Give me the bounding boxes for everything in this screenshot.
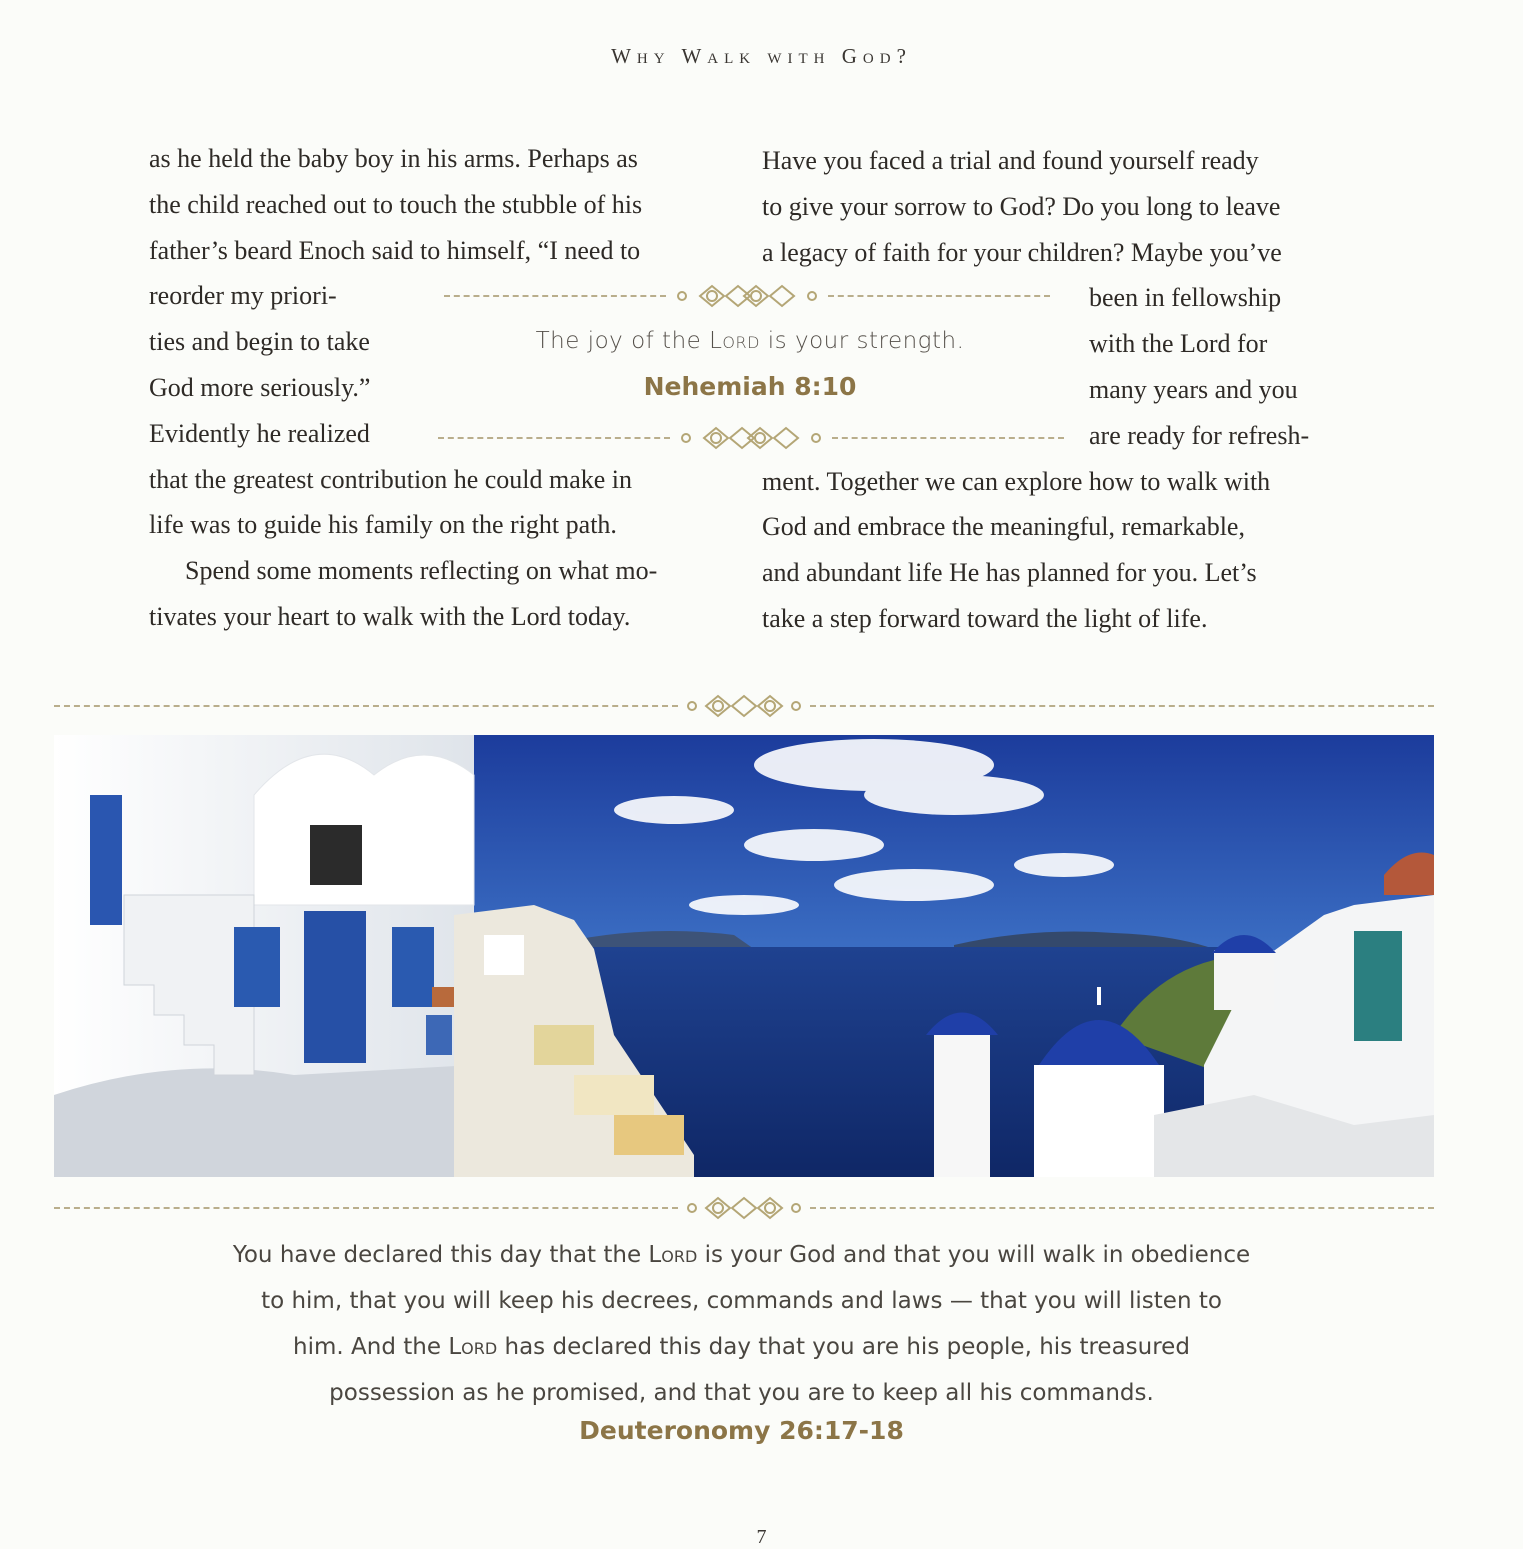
- right-line-9: God and embrace the meaningful, remarkable,: [762, 512, 1245, 542]
- verse-line-3: [150, 1324, 1333, 1370]
- verse-lord-1: Lord: [648, 1242, 698, 1268]
- left-line-7: Evidently he realized: [149, 418, 370, 448]
- left-line-3: father’s beard Enoch said to himself, “I need to: [149, 235, 641, 265]
- left-line-11: tivates your heart to walk with the Lord today.: [149, 601, 631, 631]
- verse-line-2: to him, that you will keep his decrees, commands and laws — that you will listen to: [261, 1288, 1222, 1314]
- pull-quote: [400, 280, 1100, 450]
- right-line-5: with the Lord for: [1089, 329, 1268, 359]
- pull-quote-text: [400, 328, 1100, 354]
- left-line-1: as he held the baby boy in his arms. Perhaps as: [149, 144, 638, 173]
- pull-quote-lord: Lord: [709, 328, 760, 354]
- pull-quote-reference: Nehemiah 8:10: [643, 372, 857, 401]
- page-number: 7: [756, 1526, 767, 1548]
- left-line-8: that the greatest contribution he could make in: [149, 464, 633, 494]
- left-line-10: Spend some moments reflecting on what mo-: [185, 556, 658, 586]
- scroll-ornament-icon: [672, 284, 822, 308]
- right-line-1: Have you faced a trial and found yourself ready: [762, 146, 1259, 175]
- right-line-11: take a step forward toward the light of life.: [762, 603, 1208, 633]
- photo-bottom-ornament: [54, 1196, 1434, 1220]
- photo-top-ornament: [54, 694, 1434, 718]
- left-line-5: ties and begin to take: [149, 327, 370, 357]
- santorini-panorama-image: [54, 735, 1434, 1177]
- left-line-2: the child reached out to touch the stubble of his: [149, 189, 643, 219]
- left-line-6: God more seriously.”: [149, 372, 371, 402]
- right-line-10: and abundant life He has planned for you. Let’s: [762, 558, 1257, 588]
- right-line-3: a legacy of faith for your children? Maybe you’ve: [762, 237, 1282, 267]
- running-head: Why Walk with God?: [611, 44, 912, 68]
- scroll-ornament-icon: [684, 1196, 804, 1220]
- verse-reference: Deuteronomy 26:17-18: [579, 1416, 904, 1445]
- verse-line-3-end: has declared this day that you are his people, his treasured: [497, 1334, 1190, 1360]
- verse-line-1-start: You have declared this day that the: [232, 1242, 649, 1268]
- pull-quote-bottom-ornament: [438, 426, 1064, 450]
- verse-line-3-start: him. And the: [293, 1334, 449, 1360]
- verse-line-1: [150, 1232, 1333, 1278]
- verse-line-1-end: is your God and that you will walk in obedience: [697, 1242, 1251, 1268]
- right-line-6: many years and you: [1089, 374, 1298, 404]
- right-line-4: been in fellowship: [1089, 283, 1282, 313]
- scroll-ornament-icon: [684, 694, 804, 718]
- scroll-ornament-icon: [676, 426, 826, 450]
- right-line-2: to give your sorrow to God? Do you long to leave: [762, 191, 1281, 221]
- right-line-8: ment. Together we can explore how to walk with: [762, 466, 1271, 496]
- pull-quote-text-start: The joy of the: [535, 328, 710, 354]
- pull-quote-top-ornament: [444, 284, 1050, 308]
- right-line-7: are ready for refresh-: [1089, 420, 1310, 450]
- verse-line-4: possession as he promised, and that you are to keep all his commands.: [329, 1380, 1154, 1406]
- scripture-verse: [150, 1232, 1333, 1416]
- left-line-9: life was to guide his family on the right path.: [149, 510, 617, 540]
- pull-quote-text-end: is your strength.: [759, 328, 965, 354]
- verse-lord-2: Lord: [448, 1334, 498, 1360]
- left-line-4: reorder my priori-: [149, 281, 337, 311]
